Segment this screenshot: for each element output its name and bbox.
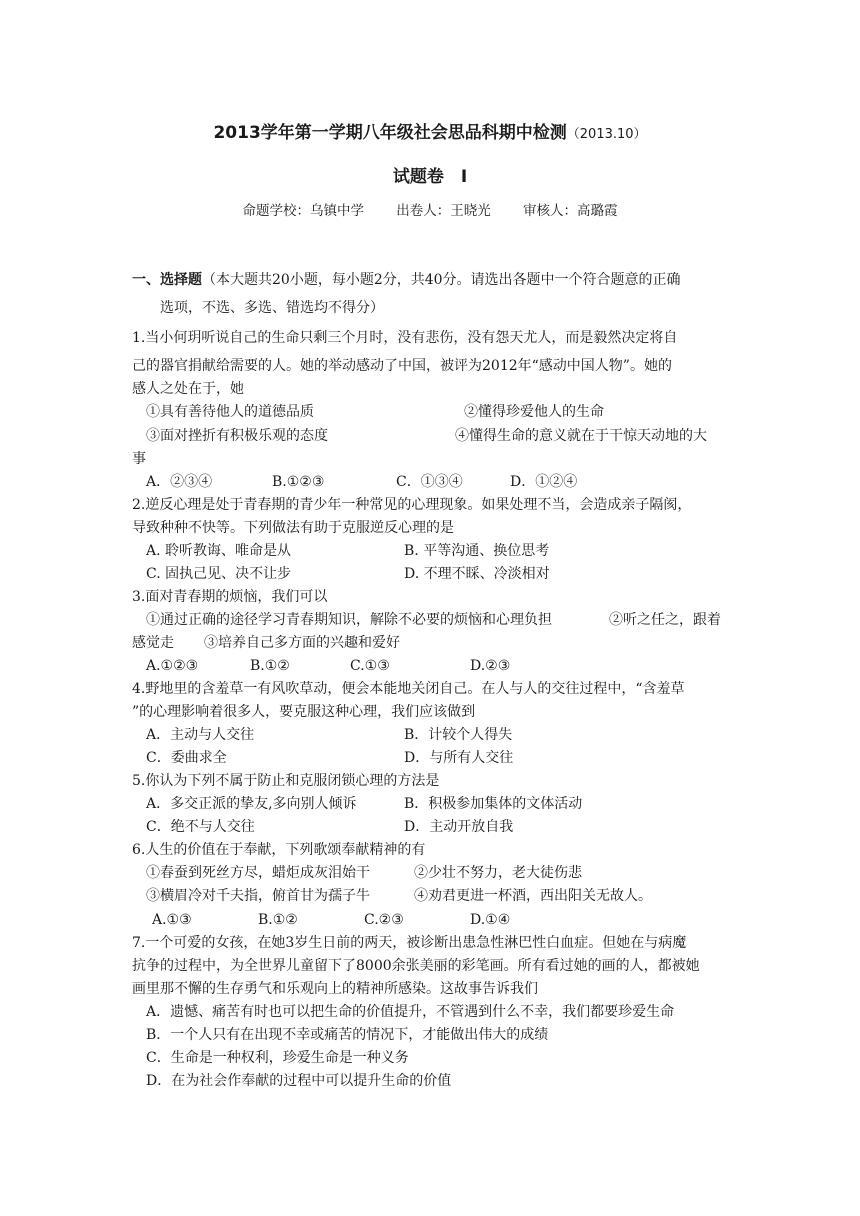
answer-choice: D．主动开放自我 [404,819,514,835]
section-instructions-cont: 选项，不选、多选、错选均不得分） [160,300,384,316]
section-heading: 一、选择题 [132,272,202,288]
answer-choice: C．绝不与人交往 [146,819,255,835]
question-line: 己的器官捐献给需要的人。她的举动感动了中国，被评为2012年“感动中国人物”。她的 [132,358,672,374]
answer-choice: B.①② [258,912,298,928]
option-line: ③面对挫折有积极乐观的态度 [146,428,328,444]
answer-choice: C. 固执己见、决不让步 [146,566,292,582]
answer-choice: B.①②③ [272,474,325,490]
question-line: 4.野地里的含羞草一有风吹草动，便会本能地关闭自己。在人与人的交往过程中，“含羞草 [132,681,685,697]
answer-choice: A．多交正派的挚友,多向别人倾诉 [146,796,357,812]
answer-choice: A．②③④ [146,474,213,490]
answer-choice: A. 聆听教诲、唯命是从 [146,543,292,559]
option-line: ①通过正确的途径学习青春期知识，解除不必要的烦恼和心理负担 [146,612,552,628]
question-line: 画里那不懈的生存勇气和乐观向上的精神所感染。这故事告诉我们 [132,981,538,997]
answer-choice: D．在为社会作奉献的过程中可以提升生命的价值 [146,1073,452,1089]
option-line: ②听之任之，跟着 [609,612,721,628]
exam-title [0,118,860,143]
option-line: ①春蚕到死丝方尽，蜡炬成灰泪始干 [146,865,370,881]
option-line: ④劝君更进一杯酒，西出阳关无故人。 [414,888,652,904]
answer-choice: A.①③ [152,912,192,928]
question-line: 抗争的过程中，为全世界儿童留下了8000余张美丽的彩笔画。所有看过她的画的人，都被她 [132,958,700,974]
answer-choice: A.①②③ [146,658,199,674]
section-heading-line [132,270,681,290]
answer-choice: A．遗憾、痛苦有时也可以把生命的价值提升，不管遇到什么不幸，我们都要珍爱生命 [146,1004,675,1020]
answer-choice: B．计较个人得失 [404,727,513,743]
answer-choice: D.①④ [470,912,511,928]
answer-choice: B．一个人只有在出现不幸或痛苦的情况下，才能做出伟大的成绩 [146,1027,549,1043]
option-line: ②懂得珍爱他人的生命 [464,404,604,420]
exam-meta [0,199,860,219]
exam-subtitle: 试题卷 Ⅰ [392,167,468,187]
question-line: 7.一个可爱的女孩，在她3岁生日前的两天，被诊断出患急性淋巴性白血症。但她在与病魔 [132,935,687,951]
answer-choice: C．委曲求全 [146,750,227,766]
question-line: 5.你认为下列不属于防止和克服闭锁心理的方法是 [132,773,440,789]
answer-choice: D. 不理不睬、冷淡相对 [404,566,550,582]
question-line: 感人之处在于，她 [132,381,244,397]
question-line: 2.逆反心理是处于青春期的青少年一种常见的心理现象。如果处理不当，会造成亲子隔阂， [132,497,692,513]
option-line: ①具有善待他人的道德品质 [146,404,314,420]
reviewer-label: 审核人：高璐霞 [523,203,618,219]
question-line: 导致种种不快等。下列做法有助于克服逆反心理的是 [132,520,454,536]
option-line: ②少壮不努力，老大徒伤悲 [414,865,582,881]
answer-choice: D．与所有人交往 [404,750,514,766]
exam-title-text: 2013学年第一学期八年级社会思品科期中检测 [213,123,567,143]
option-line: ③横眉冷对千夫指，俯首甘为孺子牛 [146,888,370,904]
question-line: 感觉走 [132,635,174,651]
question-line: 事 [132,451,146,467]
question-line: 6.人生的价值在于奉献，下列歌颂奉献精神的有 [132,842,426,858]
author-label: 出卷人：王晓光 [396,203,491,219]
answer-choice: B. 平等沟通、换位思考 [404,543,550,559]
question-line: 1.当小何玥听说自己的生命只剩三个月时，没有悲伤，没有怨天尤人，而是毅然决定将自 [132,330,678,346]
answer-choice: B．积极参加集体的文体活动 [404,796,583,812]
answer-choice: C．①③④ [396,474,463,490]
option-line: ④懂得生命的意义就在于干惊天动地的大 [455,428,707,444]
option-line: ③培养自己多方面的兴趣和爱好 [204,635,400,651]
answer-choice: B.①② [250,658,290,674]
answer-choice: D．①②④ [510,474,578,490]
answer-choice: D.②③ [470,658,511,674]
answer-choice: A．主动与人交往 [146,727,255,743]
exam-date: （2013.10） [566,127,647,142]
answer-choice: C.②③ [364,912,404,928]
answer-choice: C．生命是一种权利，珍爱生命是一种义务 [146,1050,409,1066]
question-line: 3.面对青春期的烦恼，我们可以 [132,589,328,605]
section-instructions: （本大题共20小题，每小题2分，共40分。请选出各题中一个符合题意的正确 [202,272,681,288]
school-label: 命题学校：乌镇中学 [242,203,364,219]
answer-choice: C.①③ [350,658,390,674]
question-line: ”的心理影响着很多人，要克服这种心理，我们应该做到 [132,704,476,720]
